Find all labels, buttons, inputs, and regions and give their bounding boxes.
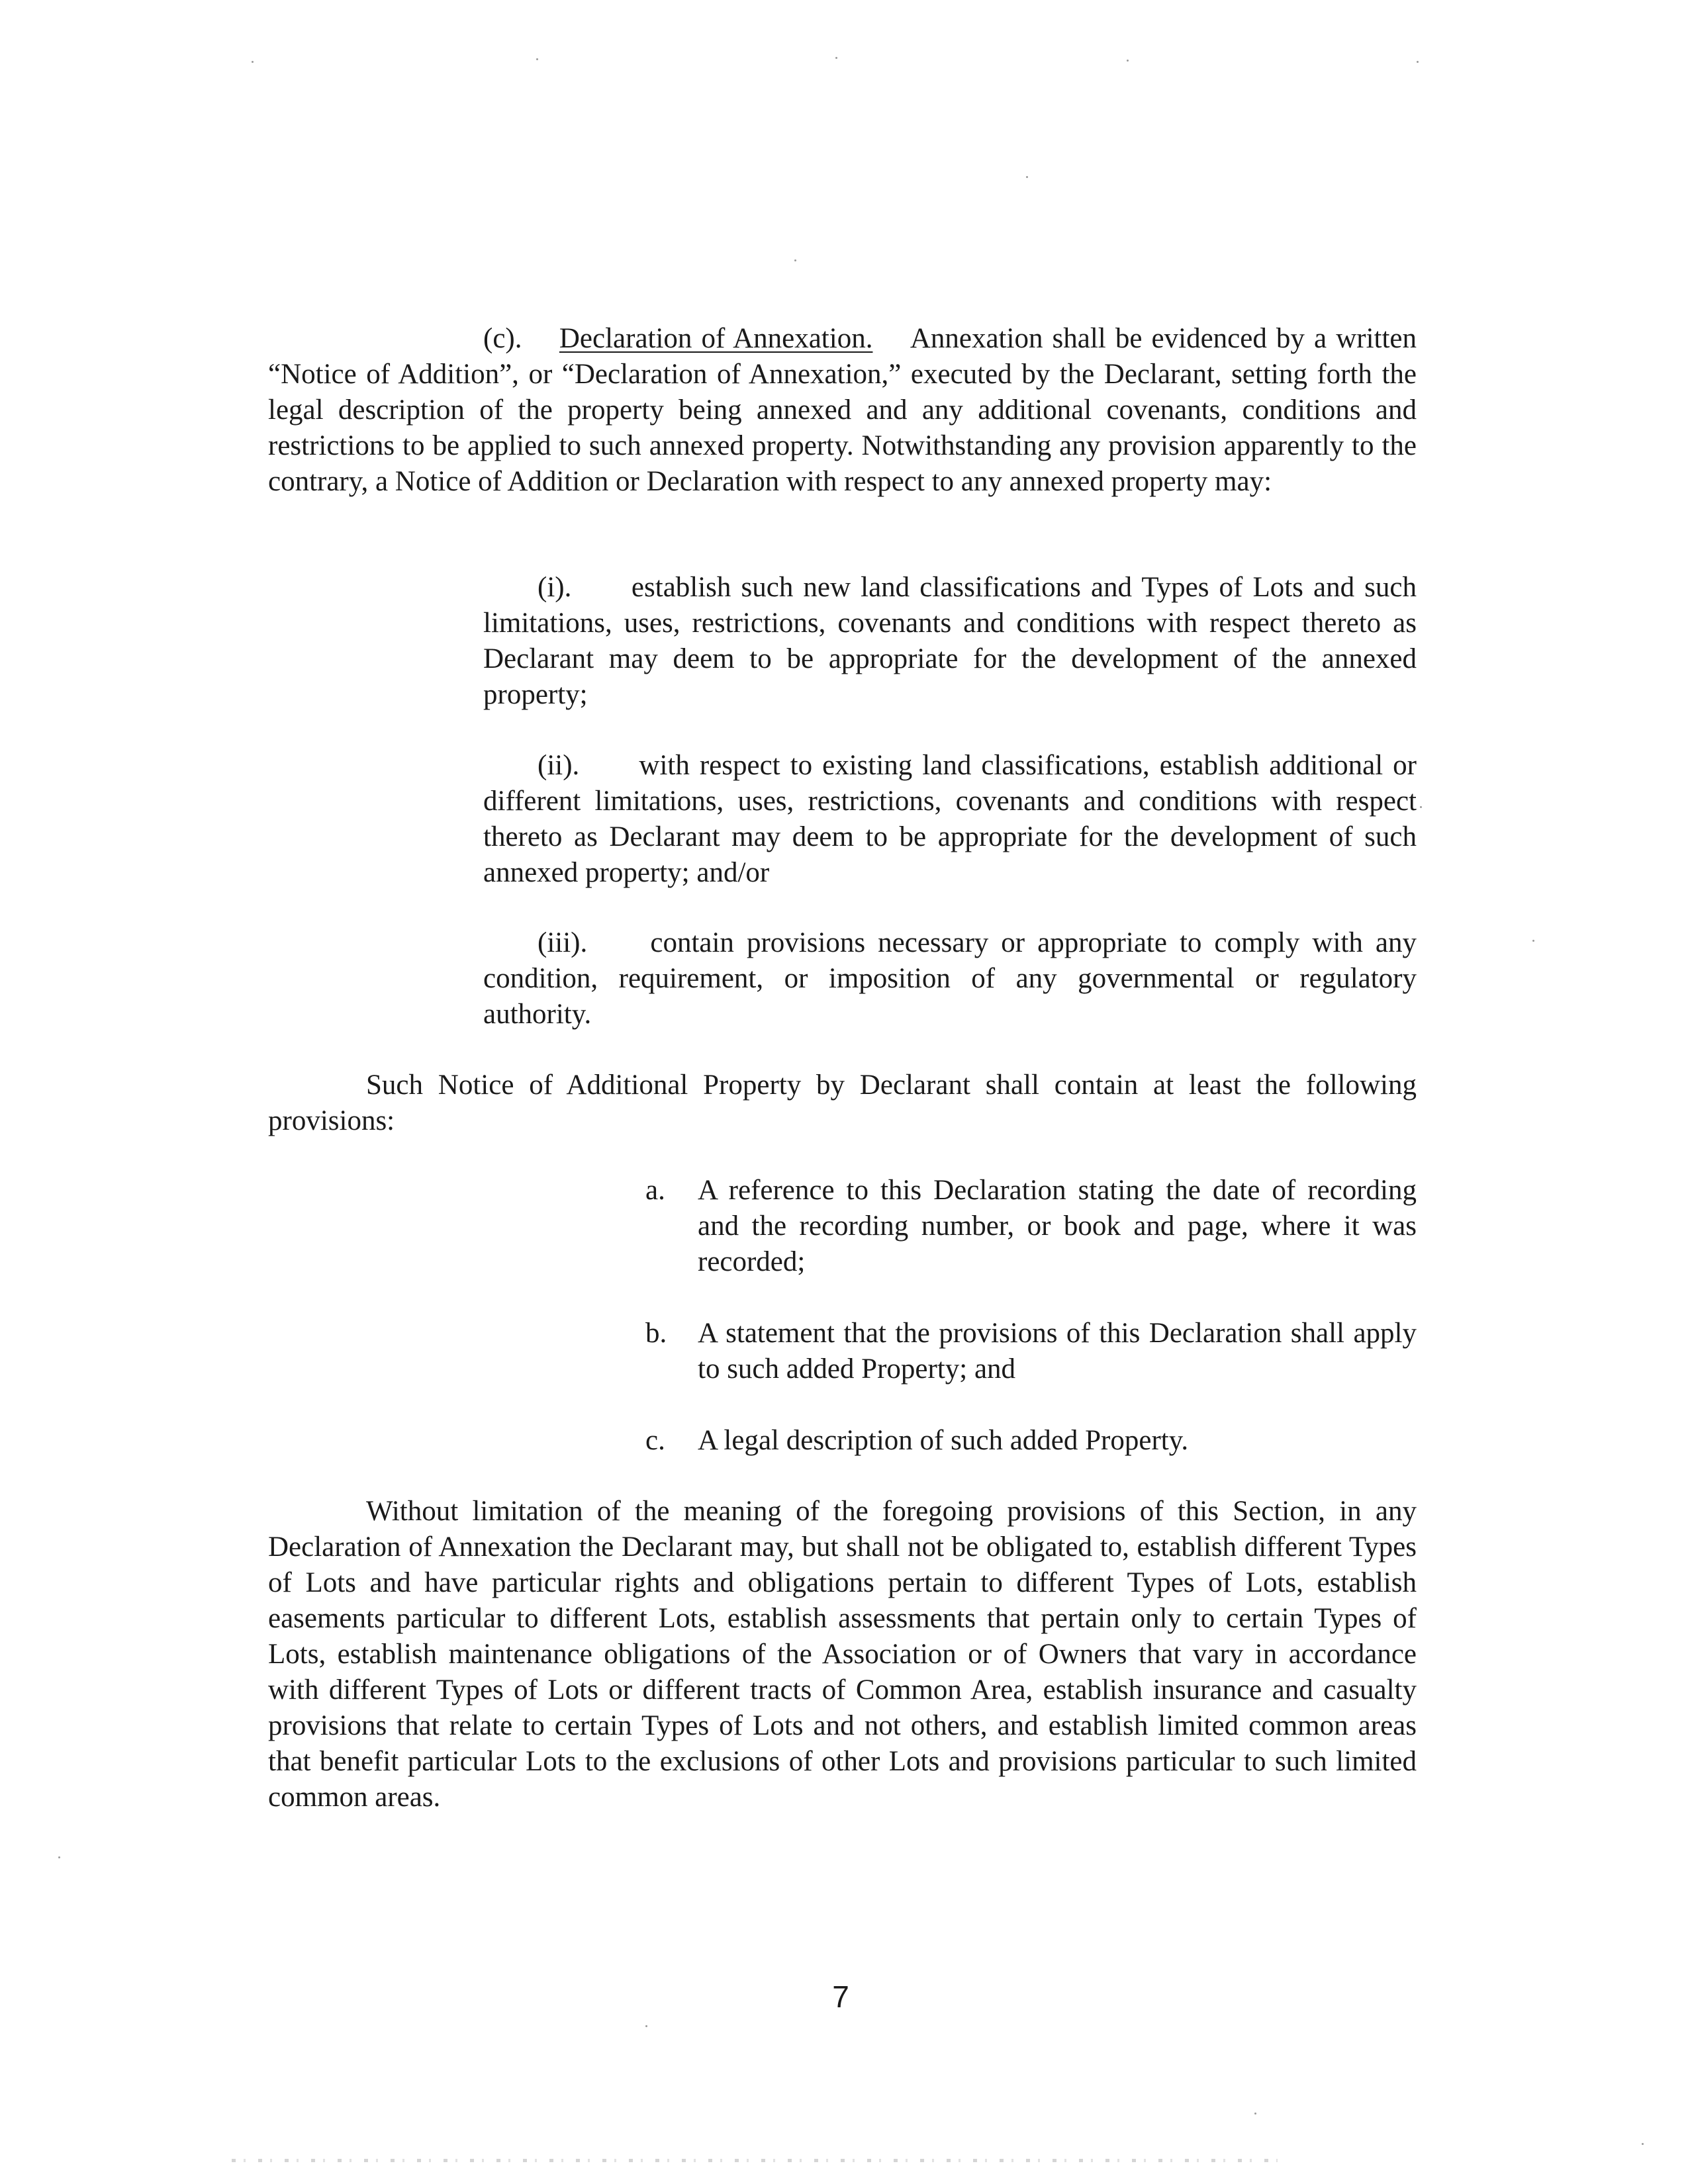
provision-label: c. (645, 1425, 665, 1456)
subitem-i (483, 570, 1417, 713)
scan-speck (252, 61, 254, 63)
scan-speck (1642, 2143, 1644, 2145)
scan-speck (794, 259, 796, 261)
provision-label: a. (645, 1175, 665, 1206)
subitem-text: contain provisions necessary or appropriate to comply with any condition, requirement, or imposition of any governmental or regulatory authority. (483, 927, 1417, 1030)
provision-item-b (645, 1316, 1417, 1387)
section-c-paragraph (268, 321, 1417, 500)
section-c-label: (c). (483, 323, 522, 354)
subitem-text: establish such new land classifications and Types of Lots and such limitations, uses, restrictions, covenants and conditions with respect thereto as Declarant may deem to be appropriate for the development of the annexed property; (483, 572, 1417, 710)
scan-speck (1420, 806, 1422, 808)
scan-artifact-line (232, 2159, 1278, 2162)
subitem-ii (483, 748, 1417, 891)
provision-text: A reference to this Declaration stating the date of recording and the recording number, or book and page, where it was recorded; (698, 1175, 1417, 1277)
subitem-text: with respect to existing land classifications, establish additional or different limitations, uses, restrictions, covenants and conditions with respect thereto as Declarant may deem to be appropriate for the development of such annexed property; and/or (483, 750, 1417, 888)
section-c-heading: Declaration of Annexation. (559, 323, 873, 354)
scan-speck (645, 2025, 647, 2027)
scan-speck (1026, 176, 1028, 178)
provision-text: A statement that the provisions of this Declaration shall apply to such added Property; and (698, 1318, 1417, 1385)
scan-speck (1127, 60, 1129, 62)
closing-paragraph: Without limitation of the meaning of the foregoing provisions of this Section, in any Declaration of Annexation the Declarant may, but shall not be obligated to, establish different Types of Lots and have particular rights and obligations pertain to different Types of Lots, establish easements particular to different Lots, establish assessments that pertain only to certain Types of Lots, establish maintenance obligations of the Association or of Owners that vary in accordance with different Types of Lots or different tracts of Common Area, establish insurance and casualty provisions that relate to certain Types of Lots and not others, and establish limited common areas that benefit particular Lots to the exclusions of other Lots and provisions particular to such limited common areas. (268, 1496, 1417, 1813)
scan-speck (835, 57, 837, 59)
scan-speck (58, 1856, 60, 1858)
provision-text: A legal description of such added Property. (698, 1425, 1189, 1456)
provision-item-c (645, 1423, 1417, 1459)
scan-speck (1254, 2113, 1256, 2115)
section-c-text: Annexation shall be evidenced by a written “Notice of Addition”, or “Declaration of Annexation,” executed by the Declarant, setting forth the legal description of the property being annexed and any additional covenants, conditions and restrictions to be applied to such annexed property. Notwithstanding any provision apparently to the contrary, a Notice of Addition or Declaration with respect to any annexed property may: (268, 323, 1417, 497)
provision-item-a (645, 1173, 1417, 1280)
subitem-label: (ii). (538, 750, 580, 781)
notice-intro-paragraph: Such Notice of Additional Property by Declarant shall contain at least the following provisions: (268, 1069, 1417, 1136)
scan-speck (1417, 61, 1419, 63)
scan-speck (536, 58, 538, 60)
page-number: 7 (832, 1979, 849, 2014)
subitem-iii (483, 925, 1417, 1032)
subitem-label: (i). (538, 572, 572, 603)
subitem-label: (iii). (538, 927, 588, 958)
provision-label: b. (645, 1318, 667, 1349)
scan-speck (1532, 940, 1534, 942)
